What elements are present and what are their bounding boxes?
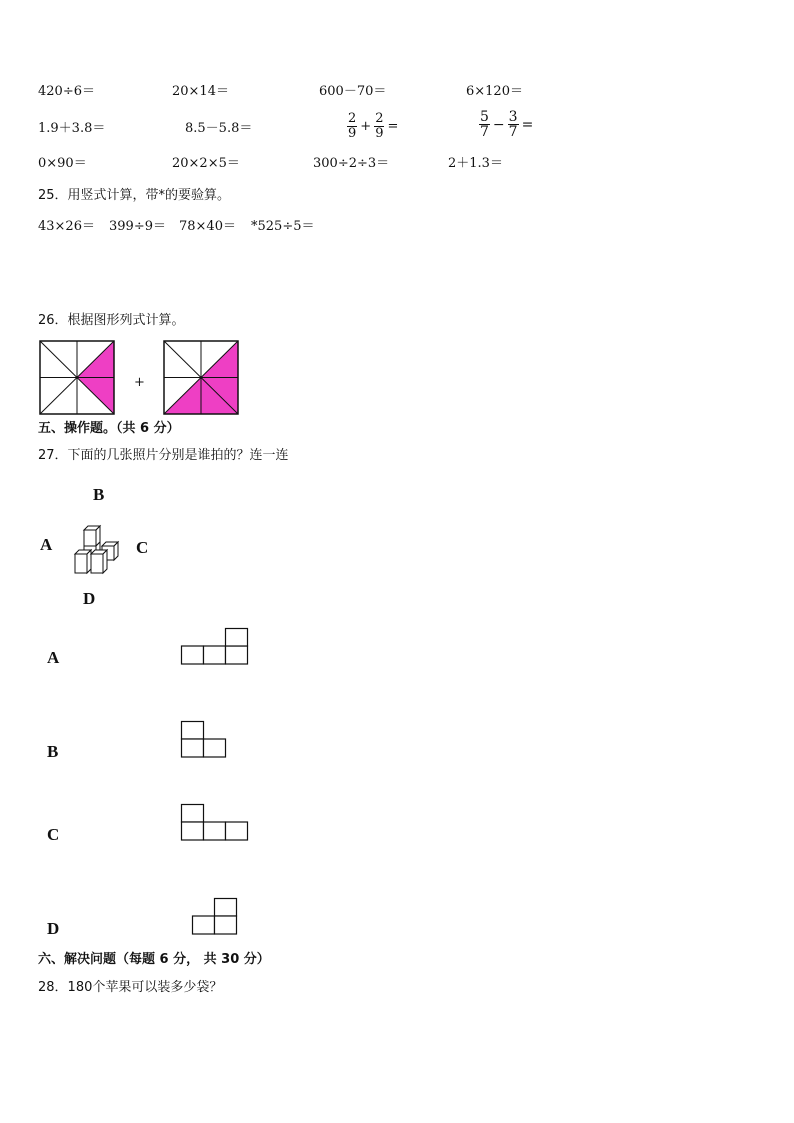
view-label-c: C xyxy=(47,825,60,844)
oral-r1-c2: 20×14＝ xyxy=(172,84,229,99)
observer-left-label: A xyxy=(40,535,53,554)
observer-bottom-label: D xyxy=(83,589,96,608)
fraction-square-right xyxy=(164,341,238,414)
observer-top-label: B xyxy=(93,485,105,504)
view-shape-b xyxy=(181,721,227,758)
denominator: 7 xyxy=(480,124,489,140)
oral-r3-c1: 0×90＝ xyxy=(38,156,87,171)
q25-item-3: 78×40＝ xyxy=(179,219,236,234)
view-label-d: D xyxy=(47,919,60,938)
section-6-title: 六、解决问题（每题 6 分， 共 30 分） xyxy=(38,952,270,967)
q25-item-2: 399÷9＝ xyxy=(109,219,166,234)
oral-r3-c2: 20×2×5＝ xyxy=(172,156,240,171)
oral-fraction-expr-2 xyxy=(478,110,535,139)
cube-stack-figure xyxy=(72,520,120,574)
fraction xyxy=(374,112,384,141)
fraction-square-left xyxy=(40,341,114,414)
question-26-title: 26．根据图形列式计算。 xyxy=(38,313,185,328)
denominator: 9 xyxy=(348,126,357,141)
fraction xyxy=(479,110,490,139)
oral-r2-c2: 8.5－5.8＝ xyxy=(185,121,253,136)
equals: = xyxy=(521,116,534,133)
q25-item-4: *525÷5＝ xyxy=(251,219,315,234)
oral-r1-c4: 6×120＝ xyxy=(466,84,523,99)
observer-right-label: C xyxy=(136,538,149,557)
operator: − xyxy=(492,116,505,133)
plus-sign: + xyxy=(134,375,145,390)
denominator: 7 xyxy=(508,124,518,140)
numerator: 2 xyxy=(375,111,384,126)
view-label-b: B xyxy=(47,742,59,761)
oral-r1-c1: 420÷6＝ xyxy=(38,84,95,99)
oral-fraction-expr-1 xyxy=(346,112,400,141)
fraction xyxy=(347,112,357,141)
operator: + xyxy=(360,119,372,134)
fraction xyxy=(508,110,519,139)
view-label-a: A xyxy=(47,648,60,667)
q25-item-1: 43×26＝ xyxy=(38,219,95,234)
numerator: 5 xyxy=(480,109,489,125)
equals: = xyxy=(387,119,399,134)
section-5-title: 五、操作题。（共 6 分） xyxy=(38,421,180,436)
oral-r3-c4: 2＋1.3＝ xyxy=(448,156,503,171)
view-shape-a xyxy=(181,628,249,665)
view-shape-c xyxy=(181,804,249,841)
question-27-title: 27．下面的几张照片分别是谁拍的？连一连 xyxy=(38,448,289,463)
question-25-title: 25．用竖式计算，带*的要验算。 xyxy=(38,188,231,203)
denominator: 9 xyxy=(375,126,384,141)
numerator: 3 xyxy=(508,109,518,125)
oral-r2-c1: 1.9＋3.8＝ xyxy=(38,121,106,136)
question-28-title: 28．180个苹果可以装多少袋？ xyxy=(38,980,223,995)
oral-r3-c3: 300÷2÷3＝ xyxy=(313,156,390,171)
view-shape-d xyxy=(192,898,238,935)
oral-r1-c3: 600－70＝ xyxy=(319,84,387,99)
numerator: 2 xyxy=(348,111,357,126)
